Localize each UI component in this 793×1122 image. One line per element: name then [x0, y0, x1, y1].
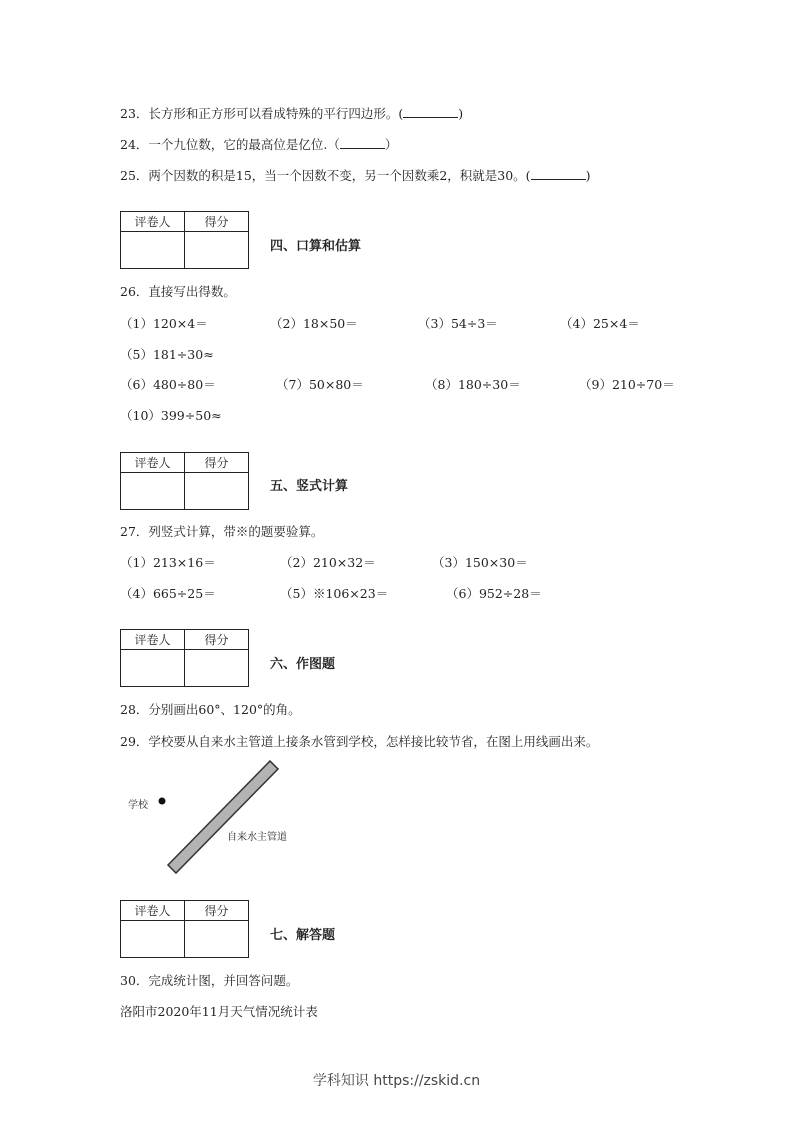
answer-blank[interactable]: [403, 106, 458, 118]
q27-item-2: （2）210×32＝: [280, 555, 376, 570]
question-28: 28．分别画出60°、120°的角。: [120, 702, 301, 717]
q27-row-1: [120, 553, 680, 569]
question-26: 26．直接写出得数。: [120, 284, 236, 299]
grader-header: 评卷人: [121, 212, 185, 232]
grader-cell[interactable]: [121, 650, 185, 687]
q26-row-3: [120, 375, 680, 391]
question-24-text: 24．一个九位数，它的最高位是亿位.（: [120, 137, 340, 152]
q26-row-1: [120, 314, 680, 330]
grader-cell[interactable]: [121, 473, 185, 510]
score-cell[interactable]: [185, 650, 249, 687]
answer-blank[interactable]: [531, 168, 586, 180]
question-25: [120, 166, 590, 184]
score-header: 得分: [185, 901, 249, 921]
q26-item-4: （4）25×4＝: [560, 316, 640, 331]
q27-row-2: [120, 584, 680, 600]
score-cell[interactable]: [185, 473, 249, 510]
q26-item-6: （6）480÷80＝: [120, 377, 216, 392]
q26-item-8: （8）180÷30＝: [425, 377, 521, 392]
score-table: [120, 211, 249, 269]
q26-item-10: （10）399÷50≈: [120, 408, 222, 423]
score-header: 得分: [185, 212, 249, 232]
score-cell[interactable]: [185, 232, 249, 269]
grader-header: 评卷人: [121, 453, 185, 473]
grader-cell[interactable]: [121, 921, 185, 958]
section-6-title: 六、作图题: [270, 657, 336, 672]
school-dot: [159, 798, 166, 805]
question-23-text: 23．长方形和正方形可以看成特殊的平行四边形。(: [120, 106, 404, 121]
question-25-text: 25．两个因数的积是15，当一个因数不变，另一个因数乘2，积就是30。(: [120, 168, 531, 183]
question-24-close: ）: [384, 137, 398, 152]
grader-header: 评卷人: [121, 630, 185, 650]
score-header: 得分: [185, 453, 249, 473]
question-23-close: ): [458, 106, 464, 121]
section-5-title: 五、竖式计算: [270, 479, 349, 494]
q27-item-3: （3）150×30＝: [432, 555, 528, 570]
question-29: 29．学校要从自来水主管道上接条水管到学校，怎样接比较节省，在图上用线画出来。: [120, 734, 599, 749]
section-4-title: 四、口算和估算: [270, 239, 362, 254]
answer-blank[interactable]: [340, 137, 385, 149]
score-table: [120, 900, 249, 958]
question-30: 30．完成统计图，并回答问题。: [120, 973, 299, 988]
water-main-pipe: [168, 761, 278, 873]
grader-cell[interactable]: [121, 232, 185, 269]
q27-item-5: （5）※106×23＝: [280, 586, 389, 601]
score-header: 得分: [185, 630, 249, 650]
table-caption: 洛阳市2020年11月天气情况统计表: [120, 1004, 318, 1019]
q26-item-7: （7）50×80＝: [276, 377, 364, 392]
q27-item-4: （4）665÷25＝: [120, 586, 216, 601]
q26-item-2: （2）18×50＝: [270, 316, 358, 331]
q27-item-1: （1）213×16＝: [120, 555, 216, 570]
question-25-close: ): [585, 168, 591, 183]
q26-item-5: （5）181÷30≈: [120, 347, 214, 362]
pipe-label: 自来水主管道: [227, 832, 287, 843]
q26-item-9: （9）210÷70＝: [579, 377, 675, 392]
score-table: [120, 629, 249, 687]
question-24: [120, 135, 397, 153]
q26-item-3: （3）54÷3＝: [418, 316, 498, 331]
q27-item-6: （6）952÷28＝: [446, 586, 542, 601]
question-27: 27．列竖式计算，带※的题要验算。: [120, 524, 324, 539]
footer-watermark: 学科知识 https://zskid.cn: [312, 1073, 481, 1089]
q26-row-2: [120, 345, 680, 361]
section-7-title: 七、解答题: [270, 928, 336, 943]
score-table: [120, 452, 249, 510]
q26-row-4: [120, 406, 680, 422]
grader-header: 评卷人: [121, 901, 185, 921]
score-cell[interactable]: [185, 921, 249, 958]
pipe-figure: [120, 755, 320, 880]
school-label: 学校: [128, 800, 148, 811]
question-23: [120, 104, 463, 122]
q26-item-1: （1）120×4＝: [120, 316, 208, 331]
